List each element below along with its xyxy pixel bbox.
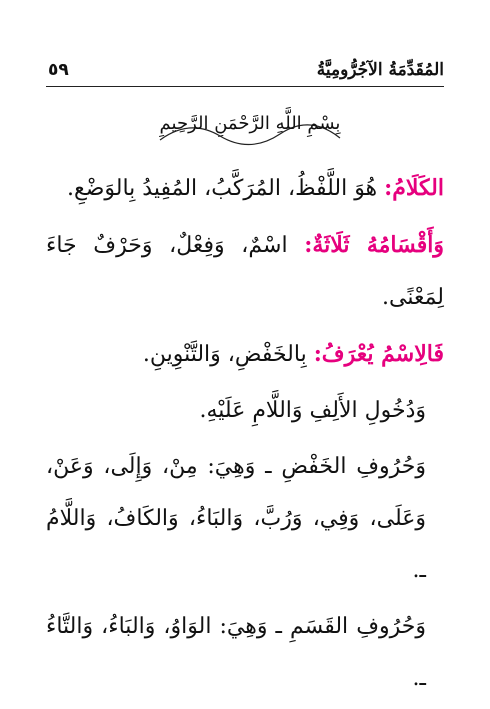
term-highlight: فَالِاسْمُ يُعْرَفُ:: [313, 341, 444, 367]
paragraph-qasam: [46, 601, 444, 705]
paragraph-text: هُوَ اللَّفْظُ، المُرَكَّبُ، المُفِيدُ بِالوَضْعِ.: [67, 176, 385, 201]
book-title: المُقَدِّمَةُ الآجُرُّومِيَّةُ: [316, 60, 444, 80]
main-text: [46, 162, 444, 705]
paragraph-text: وَحُرُوفِ الخَفْضِ ـ وَهِيَ: مِنْ، وَإِلَى، وَعَنْ، وَعَلَى، وَفِي، وَرُبَّ، وَالبَاءُ، وَالكَافُ، وَاللَّامُ ـ.: [46, 454, 426, 583]
term-highlight: الكَلَامُ:: [384, 175, 444, 201]
paragraph-text: وَدُخُولِ الأَلِفِ وَاللَّامِ عَلَيْهِ.: [199, 398, 426, 423]
paragraph-text: وَحُرُوفِ القَسَمِ ـ وَهِيَ: الوَاوُ، وَالبَاءُ، وَالتَّاءُ ـ.: [46, 614, 426, 691]
paragraph-khafd: [46, 441, 444, 597]
page-header: [48, 55, 444, 85]
paragraph-dukhul: [46, 385, 444, 437]
basmala-text: بِسْمِ اللَّهِ الرَّحْمَنِ الرَّحِيمِ: [159, 113, 341, 134]
basmala-calligraphy: [150, 110, 350, 154]
term-highlight: وَأَقْسَامُهُ ثَلَاثَةٌ:: [304, 232, 445, 258]
paragraph-ism: [46, 328, 444, 381]
header-rule: [46, 86, 444, 87]
paragraph-text: بِالخَفْضِ، وَالتَّنْوِينِ.: [142, 342, 314, 367]
paragraph-kalam: [46, 162, 444, 215]
paragraph-aqsam: [46, 219, 444, 324]
paragraph-text: اسْمٌ، وَفِعْلٌ، وَحَرْفٌ جَاءَ لِمَعْنًى.: [46, 233, 444, 310]
page-number: ٥٩: [48, 60, 69, 80]
